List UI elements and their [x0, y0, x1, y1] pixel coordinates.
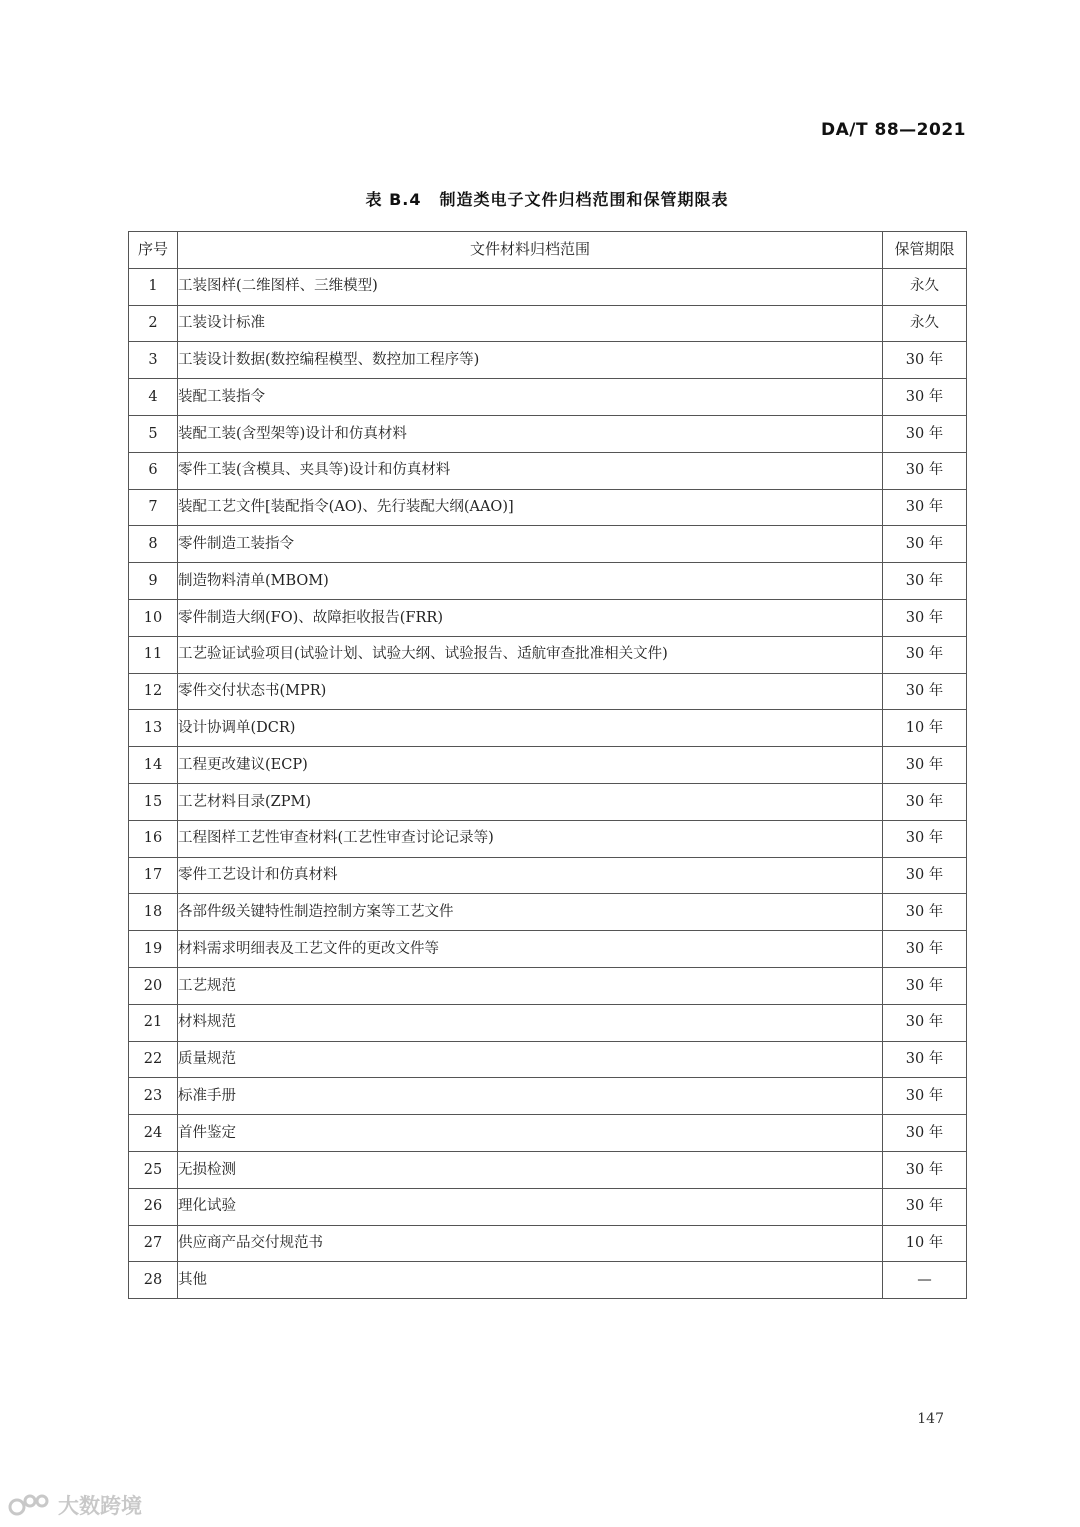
table-row — [129, 415, 967, 452]
table-row — [129, 1262, 967, 1299]
table-row — [129, 599, 967, 636]
row-term: 永久 — [883, 268, 967, 305]
row-number: 14 — [129, 747, 178, 784]
row-scope: 理化试验 — [178, 1188, 883, 1225]
row-term: 30 年 — [883, 1041, 967, 1078]
row-scope: 零件制造大纲(FO)、故障拒收报告(FRR) — [178, 599, 883, 636]
row-scope: 设计协调单(DCR) — [178, 710, 883, 747]
row-scope: 工装设计数据(数控编程模型、数控加工程序等) — [178, 342, 883, 379]
row-number: 23 — [129, 1078, 178, 1115]
table-row — [129, 857, 967, 894]
table-row — [129, 305, 967, 342]
table-row — [129, 1151, 967, 1188]
page-number: 147 — [917, 1411, 944, 1427]
row-number: 6 — [129, 452, 178, 489]
row-term: 30 年 — [883, 967, 967, 1004]
row-number: 21 — [129, 1004, 178, 1041]
row-term: 30 年 — [883, 489, 967, 526]
table-row — [129, 342, 967, 379]
row-number: 27 — [129, 1225, 178, 1262]
row-term: 30 年 — [883, 1004, 967, 1041]
row-scope: 装配工装指令 — [178, 379, 883, 416]
row-number: 16 — [129, 820, 178, 857]
table-row — [129, 268, 967, 305]
row-number: 12 — [129, 673, 178, 710]
row-scope: 各部件级关键特性制造控制方案等工艺文件 — [178, 894, 883, 931]
row-number: 9 — [129, 563, 178, 600]
row-term: 30 年 — [883, 1188, 967, 1225]
row-number: 8 — [129, 526, 178, 563]
row-term: 30 年 — [883, 526, 967, 563]
watermark — [8, 1490, 142, 1520]
row-scope: 材料需求明细表及工艺文件的更改文件等 — [178, 931, 883, 968]
table-row — [129, 636, 967, 673]
row-scope: 无损检测 — [178, 1151, 883, 1188]
row-term: 30 年 — [883, 1151, 967, 1188]
table-body — [129, 268, 967, 1298]
row-number: 18 — [129, 894, 178, 931]
row-scope: 其他 — [178, 1262, 883, 1299]
table-row — [129, 563, 967, 600]
table-row — [129, 967, 967, 1004]
row-scope: 工程图样工艺性审查材料(工艺性审查讨论记录等) — [178, 820, 883, 857]
row-term: 永久 — [883, 305, 967, 342]
row-term: 30 年 — [883, 820, 967, 857]
row-number: 4 — [129, 379, 178, 416]
row-scope: 装配工艺文件[装配指令(AO)、先行装配大纲(AAO)] — [178, 489, 883, 526]
row-term: 30 年 — [883, 342, 967, 379]
row-scope: 工艺验证试验项目(试验计划、试验大纲、试验报告、适航审查批准相关文件) — [178, 636, 883, 673]
table-row — [129, 710, 967, 747]
column-header-scope: 文件材料归档范围 — [178, 232, 883, 269]
table-title-label: 表 B.4 — [365, 190, 422, 209]
row-term: 30 年 — [883, 599, 967, 636]
row-term: 30 年 — [883, 415, 967, 452]
row-number: 26 — [129, 1188, 178, 1225]
table-row — [129, 452, 967, 489]
watermark-text: 大数跨境 — [58, 1494, 142, 1518]
row-number: 2 — [129, 305, 178, 342]
standard-code: DA/T 88—2021 — [821, 120, 966, 140]
watermark-logo-icon — [8, 1492, 52, 1518]
table-row — [129, 1225, 967, 1262]
row-number: 25 — [129, 1151, 178, 1188]
table-row — [129, 1078, 967, 1115]
table-row — [129, 489, 967, 526]
row-number: 5 — [129, 415, 178, 452]
table-row — [129, 783, 967, 820]
table-title — [128, 187, 966, 210]
row-scope: 零件工艺设计和仿真材料 — [178, 857, 883, 894]
row-scope: 工艺规范 — [178, 967, 883, 1004]
row-number: 7 — [129, 489, 178, 526]
row-term: 30 年 — [883, 452, 967, 489]
table-row — [129, 894, 967, 931]
row-number: 19 — [129, 931, 178, 968]
table-row — [129, 1188, 967, 1225]
row-number: 13 — [129, 710, 178, 747]
row-number: 3 — [129, 342, 178, 379]
table-header-row — [129, 232, 967, 269]
row-scope: 零件交付状态书(MPR) — [178, 673, 883, 710]
table-title-text: 制造类电子文件归档范围和保管期限表 — [439, 190, 729, 209]
row-term: 30 年 — [883, 1115, 967, 1152]
row-term: 30 年 — [883, 894, 967, 931]
row-term: 30 年 — [883, 563, 967, 600]
row-number: 1 — [129, 268, 178, 305]
table-row — [129, 1115, 967, 1152]
row-number: 20 — [129, 967, 178, 1004]
table-row — [129, 673, 967, 710]
archive-scope-table — [128, 231, 967, 1299]
row-term: — — [883, 1262, 967, 1299]
row-term: 30 年 — [883, 379, 967, 416]
row-term: 10 年 — [883, 1225, 967, 1262]
row-scope: 质量规范 — [178, 1041, 883, 1078]
table-row — [129, 820, 967, 857]
row-scope: 零件制造工装指令 — [178, 526, 883, 563]
row-term: 30 年 — [883, 636, 967, 673]
row-scope: 标准手册 — [178, 1078, 883, 1115]
table-row — [129, 379, 967, 416]
row-number: 15 — [129, 783, 178, 820]
table-row — [129, 747, 967, 784]
row-scope: 零件工装(含模具、夹具等)设计和仿真材料 — [178, 452, 883, 489]
row-number: 28 — [129, 1262, 178, 1299]
row-term: 10 年 — [883, 710, 967, 747]
row-number: 10 — [129, 599, 178, 636]
row-term: 30 年 — [883, 783, 967, 820]
row-scope: 工程更改建议(ECP) — [178, 747, 883, 784]
row-scope: 材料规范 — [178, 1004, 883, 1041]
row-number: 22 — [129, 1041, 178, 1078]
column-header-no: 序号 — [129, 232, 178, 269]
row-number: 11 — [129, 636, 178, 673]
column-header-term: 保管期限 — [883, 232, 967, 269]
table-row — [129, 526, 967, 563]
table-row — [129, 931, 967, 968]
row-scope: 首件鉴定 — [178, 1115, 883, 1152]
row-scope: 装配工装(含型架等)设计和仿真材料 — [178, 415, 883, 452]
row-term: 30 年 — [883, 747, 967, 784]
row-term: 30 年 — [883, 673, 967, 710]
row-term: 30 年 — [883, 857, 967, 894]
row-scope: 工装设计标准 — [178, 305, 883, 342]
row-scope: 供应商产品交付规范书 — [178, 1225, 883, 1262]
row-term: 30 年 — [883, 1078, 967, 1115]
row-scope: 工装图样(二维图样、三维模型) — [178, 268, 883, 305]
row-scope: 工艺材料目录(ZPM) — [178, 783, 883, 820]
table-row — [129, 1004, 967, 1041]
row-scope: 制造物料清单(MBOM) — [178, 563, 883, 600]
table-row — [129, 1041, 967, 1078]
row-number: 17 — [129, 857, 178, 894]
row-term: 30 年 — [883, 931, 967, 968]
row-number: 24 — [129, 1115, 178, 1152]
